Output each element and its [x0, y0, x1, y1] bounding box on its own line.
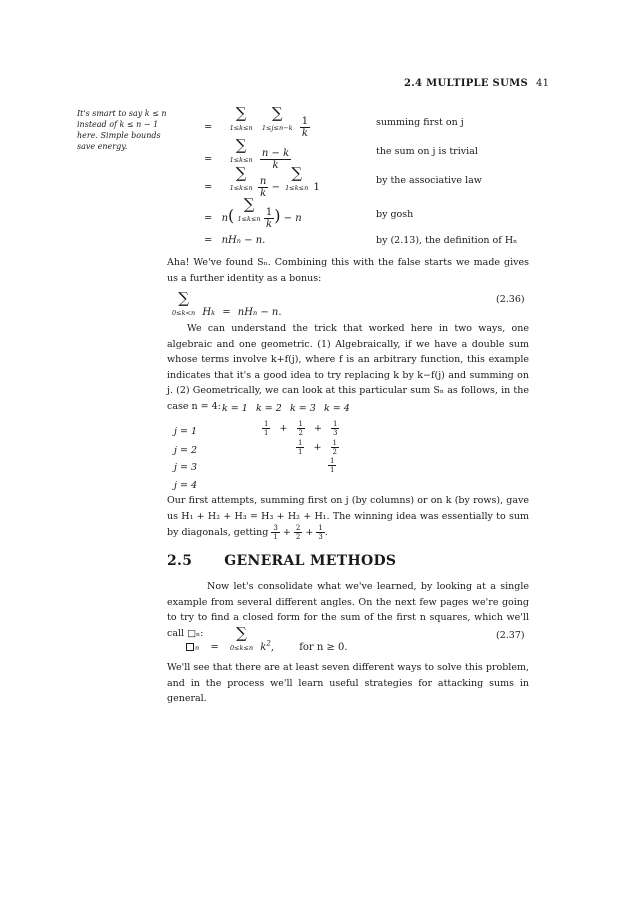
- comment-line-1: summing first on j: [376, 117, 464, 128]
- paragraph-trick: We can understand the trick that worked here in two ways, one algebraic and one geometric. (1) Algebraically, if we have a double sum whose terms involve k+f(j), where f is an arbitrary function, this example indicates that it's a good idea to try replacing k by k−f(j) and summing on j. (2) Geometrically, we can look at this particular sum Sₙ as follows, in the case n = 4:: [167, 323, 529, 412]
- section-title: GENERAL METHODS: [224, 553, 397, 569]
- square-symbol: [186, 643, 194, 651]
- comment-line-2: the sum on j is trivial: [376, 146, 478, 157]
- equation-2-36: ∑ 0≤k<n Hk = nHn − n.: [172, 289, 282, 318]
- margin-note: It's smart to say k ≤ n instead of k ≤ n − 1 here. Simple bounds save energy.: [77, 109, 167, 151]
- table-row-header-3: j = 3: [174, 462, 197, 473]
- running-header: [404, 78, 549, 89]
- derivation-line-5: = nHn − n.: [204, 235, 266, 246]
- paragraph-first-attempts-text: Our first attempts, summing first on j (by columns) or on k (by rows), gave us H₁ + H₂ + H₃ = H₃ + H₂ + H₁. The winning idea was essentially to sum by diagonals, getting: [167, 495, 529, 539]
- equation-2-37-condition: for n ≥ 0.: [299, 642, 348, 653]
- derivation-line-1: = ∑ 1≤k≤n ∑ 1≤j≤n−k $\frac{1}{k}$: [204, 104, 309, 139]
- paragraph-first-attempts: Our first attempts, summing first on j (by columns) or on k (by rows), gave us H₁ + H₂ + H₃ = H₃ + H₂ + H₁. The winning idea was essentially to sum by diagonals, getting $\frac{3}{1}$ + $\frac{2}{2}$ + $\frac{1}{3}$ .: [167, 495, 529, 542]
- table-row-3-cells: $\frac{1}{1}$: [330, 457, 335, 474]
- equation-number-2-37: (2.37): [496, 630, 525, 641]
- diagonal-fraction-3: $\frac{1}{3}$: [318, 524, 323, 542]
- table-row-header-2: j = 2: [174, 445, 197, 456]
- table-row-2-cells: $\frac{1}{1}$ + $\frac{1}{2}$: [298, 439, 337, 456]
- equation-number-2-36: (2.36): [496, 294, 525, 305]
- table-row-header-4: j = 4: [174, 480, 197, 491]
- diagonal-fraction-1: $\frac{3}{1}$: [273, 524, 278, 542]
- table-row-header-1: j = 1: [174, 426, 197, 437]
- derivation-line-4: = n( ∑ 1≤k≤n $\frac{1}{k}$ ) − n: [204, 195, 302, 230]
- comment-line-5: by (2.13), the definition of Hₙ: [376, 235, 518, 246]
- diagonal-fraction-2: $\frac{2}{2}$: [295, 524, 301, 542]
- table-col-header-1: k = 1: [222, 403, 248, 414]
- table-col-header-3: k = 3: [290, 403, 316, 414]
- comment-line-3: by the associative law: [376, 175, 482, 186]
- derivation-line-2: = ∑ 1≤k≤n $\frac{n - k}{k}$: [204, 136, 290, 171]
- comment-line-4: by gosh: [376, 209, 414, 220]
- header-section: 2.4 MULTIPLE SUMS: [404, 78, 528, 89]
- paragraph-seven-ways: We'll see that there are at least seven different ways to solve this problem, and in the process we'll learn useful strategies for attacking sums in general.: [167, 662, 529, 705]
- table-row-1-cells: $\frac{1}{1}$ + $\frac{1}{2}$ + $\frac{1}{3}$: [264, 420, 338, 437]
- derivation-line-3: = ∑ 1≤k≤n $\frac{n}{k}$ − ∑ 1≤k≤n 1: [204, 164, 320, 199]
- table-col-header-2: k = 2: [256, 403, 282, 414]
- paragraph-consolidate: Now let's consolidate what we've learned, by looking at a single example from several different angles. On the next few pages we're going to try to find a closed form for the sum of the first n squares, which we'll call □ₙ:: [167, 581, 529, 639]
- page-number: 41: [536, 78, 550, 89]
- section-number: 2.5: [167, 553, 193, 569]
- table-col-header-4: k = 4: [324, 403, 350, 414]
- equation-2-37: n = ∑ 0≤k≤n $k^2$, for n ≥ 0.: [186, 624, 348, 653]
- section-heading: [167, 553, 396, 569]
- paragraph-aha: Aha! We've found Sₙ. Combining this with the false starts we made gives us a further identity as a bonus:: [167, 257, 529, 284]
